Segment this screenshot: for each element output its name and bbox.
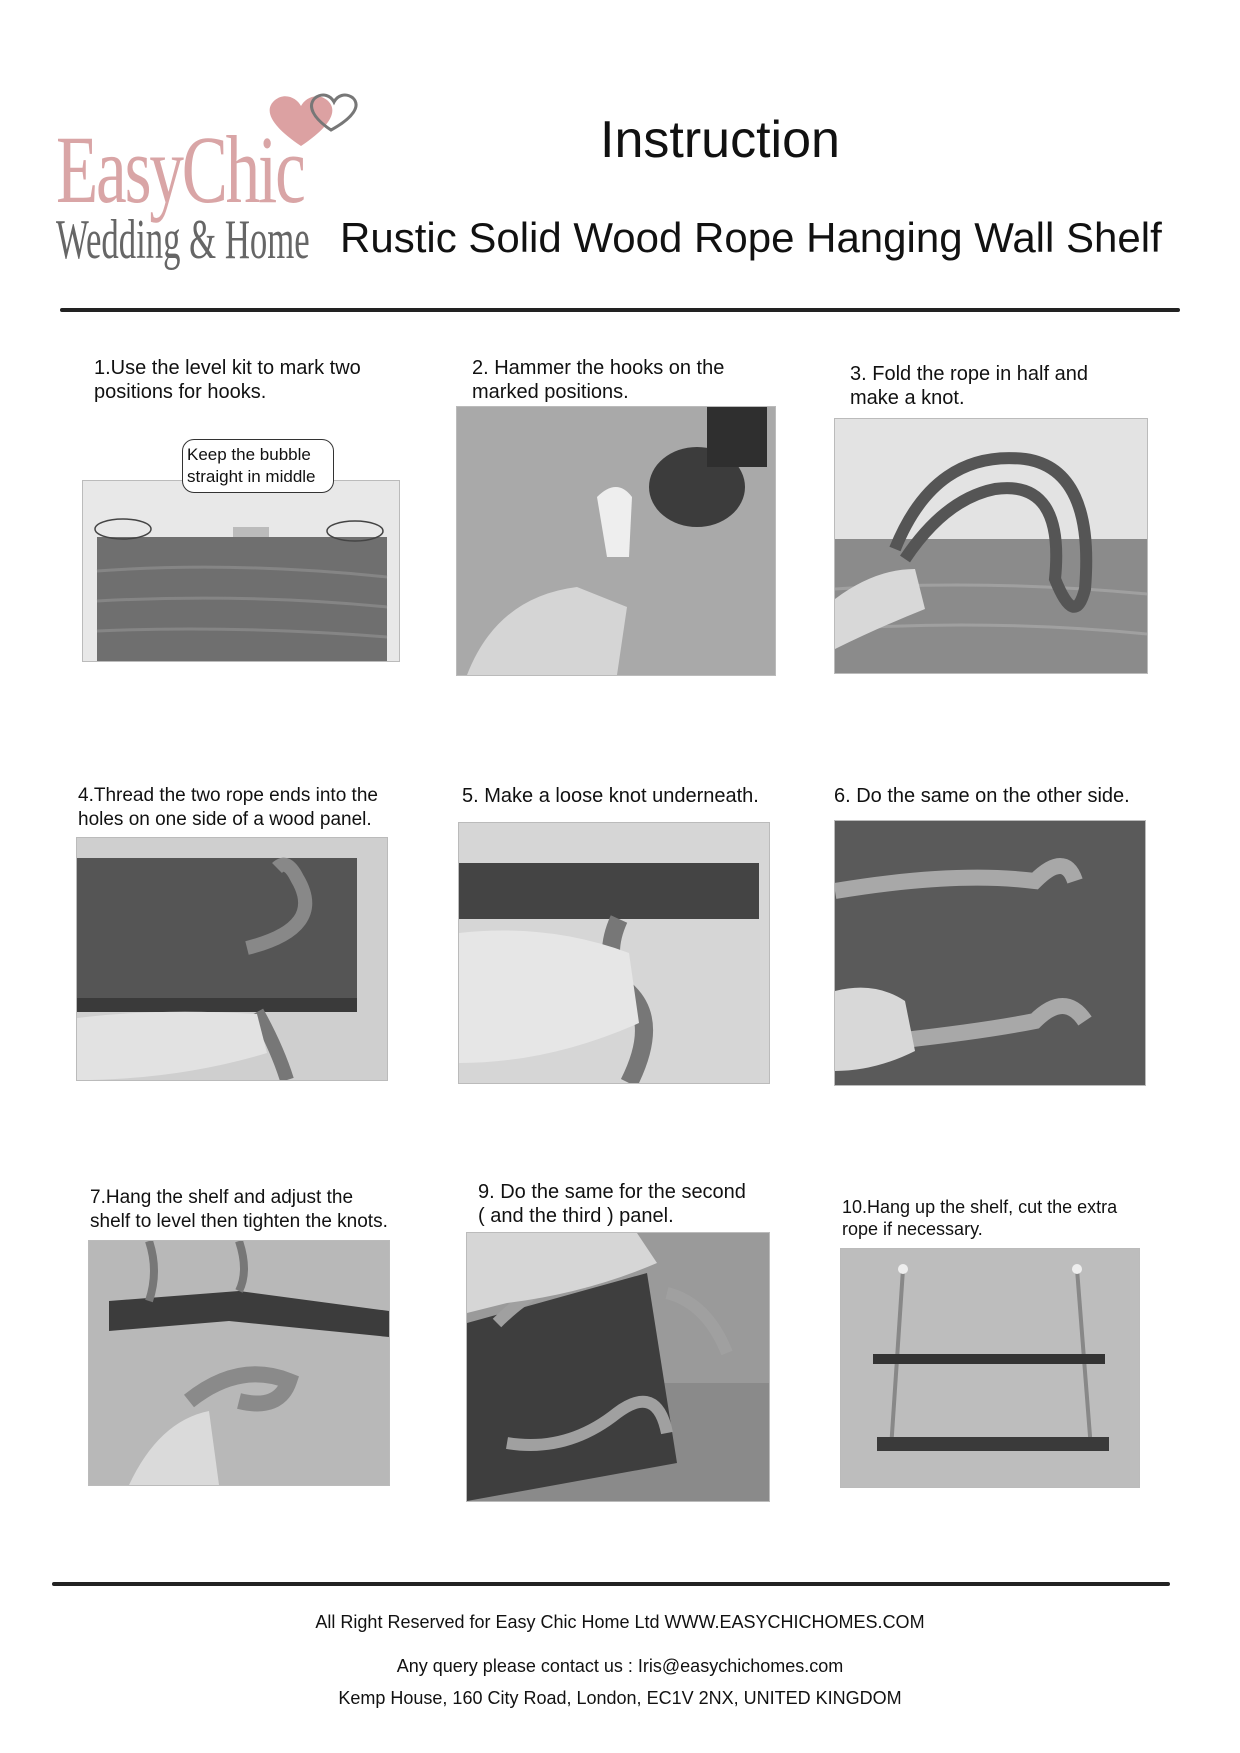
document-title: Instruction: [600, 111, 840, 169]
step-1-text: 1.Use the level kit to mark two positions for hooks.: [94, 357, 361, 403]
step-5-photo: [458, 822, 770, 1084]
step-10-photo: [840, 1248, 1140, 1488]
product-title: Rustic Solid Wood Rope Hanging Wall Shelf: [340, 214, 1162, 261]
footer-divider: [52, 1582, 1170, 1586]
step-4-text: 4.Thread the two rope ends into the holes on one side of a wood panel.: [78, 785, 378, 830]
step-3-photo: [834, 418, 1148, 674]
step-1-photo: [82, 480, 400, 662]
step-7-text: 7.Hang the shelf and adjust the shelf to level then tighten the knots.: [90, 1187, 388, 1232]
step-6-photo: [834, 820, 1146, 1086]
logo-tagline: Wedding & Home: [56, 209, 310, 271]
step-10-text: 10.Hang up the shelf, cut the extra rope if necessary.: [842, 1197, 1118, 1239]
header-divider: [60, 308, 1180, 312]
step-7-photo: [88, 1240, 390, 1486]
level-tip-callout: Keep the bubble straight in middle: [182, 439, 334, 493]
step-5-text: 5. Make a loose knot underneath.: [462, 785, 759, 807]
footer-contact: Any query please contact us : Iris@easychichomes.com: [396, 1656, 844, 1676]
step-2-text: 2. Hammer the hooks on the marked positions.: [472, 357, 725, 403]
logo-brand-text: EasyChic: [56, 116, 304, 223]
step-9-photo: [466, 1232, 770, 1502]
brand-logo: [56, 80, 346, 280]
footer-address: Kemp House, 160 City Road, London, EC1V 2NX, UNITED KINGDOM: [338, 1688, 902, 1708]
footer-rights: All Right Reserved for Easy Chic Home Ltd WWW.EASYCHICHOMES.COM: [315, 1612, 925, 1632]
step-2-photo: [456, 406, 776, 676]
step-9-text: 9. Do the same for the second ( and the third ) panel.: [478, 1181, 746, 1227]
step-4-photo: [76, 837, 388, 1081]
step-6-text: 6. Do the same on the other side.: [834, 785, 1130, 807]
step-3-text: 3. Fold the rope in half and make a knot.: [850, 363, 1088, 409]
